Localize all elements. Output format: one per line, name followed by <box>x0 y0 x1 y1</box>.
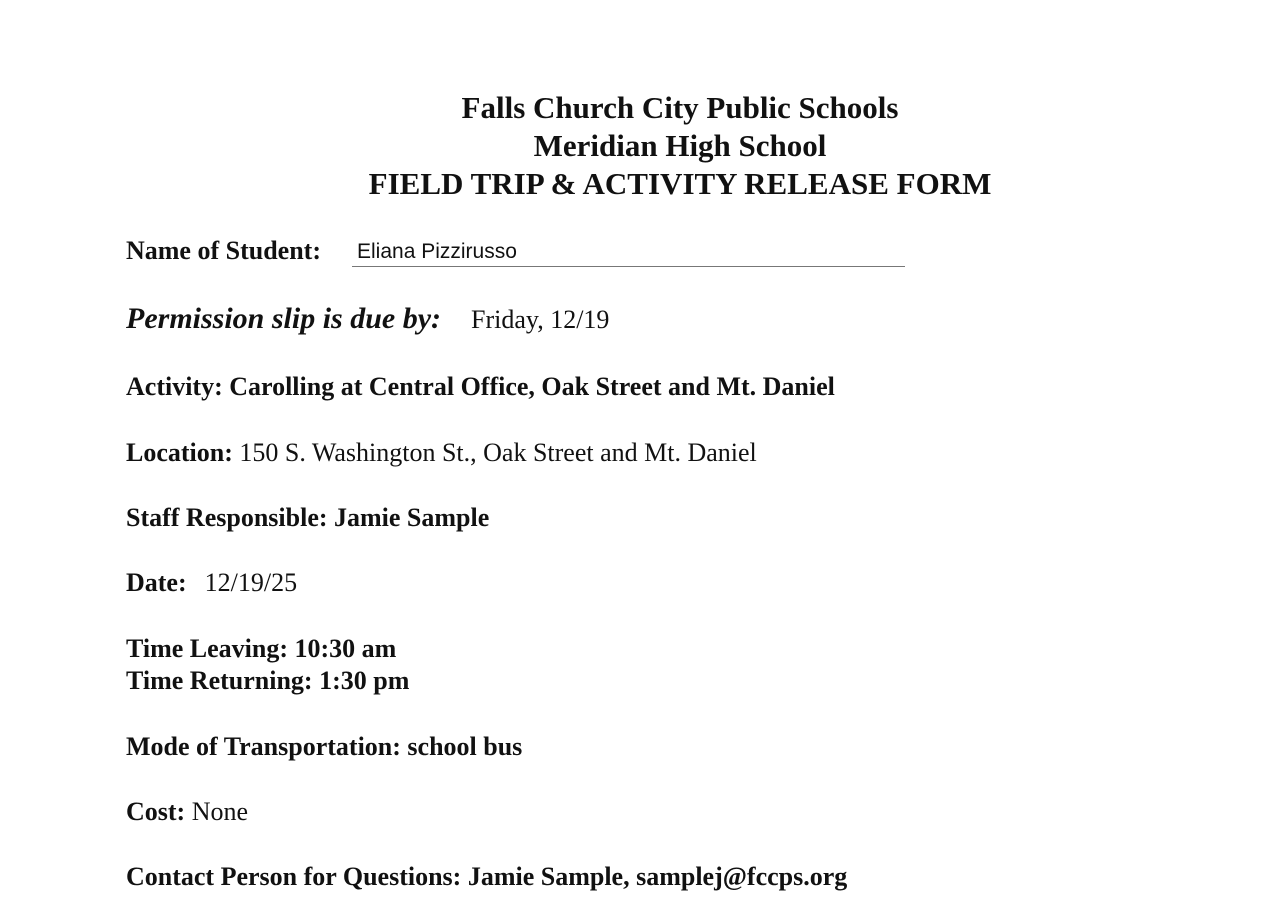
due-date-row <box>126 302 609 336</box>
date-value: 12/19/25 <box>204 568 298 597</box>
due-date-value: Friday, 12/19 <box>471 305 610 334</box>
contact-person-line: Contact Person for Questions: Jamie Sample, samplej@fccps.org <box>126 862 848 891</box>
location-value: 150 S. Washington St., Oak Street and Mt. Daniel <box>232 438 757 467</box>
school-name: Meridian High School <box>533 128 827 163</box>
cost-label: Cost: <box>126 797 186 826</box>
time-returning-line: Time Returning: 1:30 pm <box>126 666 410 695</box>
date-row <box>126 568 297 598</box>
due-date-label: Permission slip is due by: <box>126 302 442 335</box>
activity-line: Activity: Carolling at Central Office, Oak Street and Mt. Daniel <box>126 372 835 401</box>
district-name: Falls Church City Public Schools <box>461 90 899 125</box>
student-name-label: Name of Student: <box>126 236 321 265</box>
cost-row <box>126 797 248 827</box>
transportation-line: Mode of Transportation: school bus <box>126 732 523 761</box>
form-title: FIELD TRIP & ACTIVITY RELEASE FORM <box>368 166 992 201</box>
form-header <box>0 89 1280 203</box>
date-label: Date: <box>126 568 187 597</box>
location-row <box>126 438 757 468</box>
student-name-field[interactable]: Eliana Pizzirusso <box>352 238 905 267</box>
student-name-row <box>126 236 321 266</box>
time-leaving-line: Time Leaving: 10:30 am <box>126 634 397 663</box>
staff-responsible-line: Staff Responsible: Jamie Sample <box>126 503 490 532</box>
location-label: Location: <box>126 438 233 467</box>
cost-value: None <box>185 797 249 826</box>
